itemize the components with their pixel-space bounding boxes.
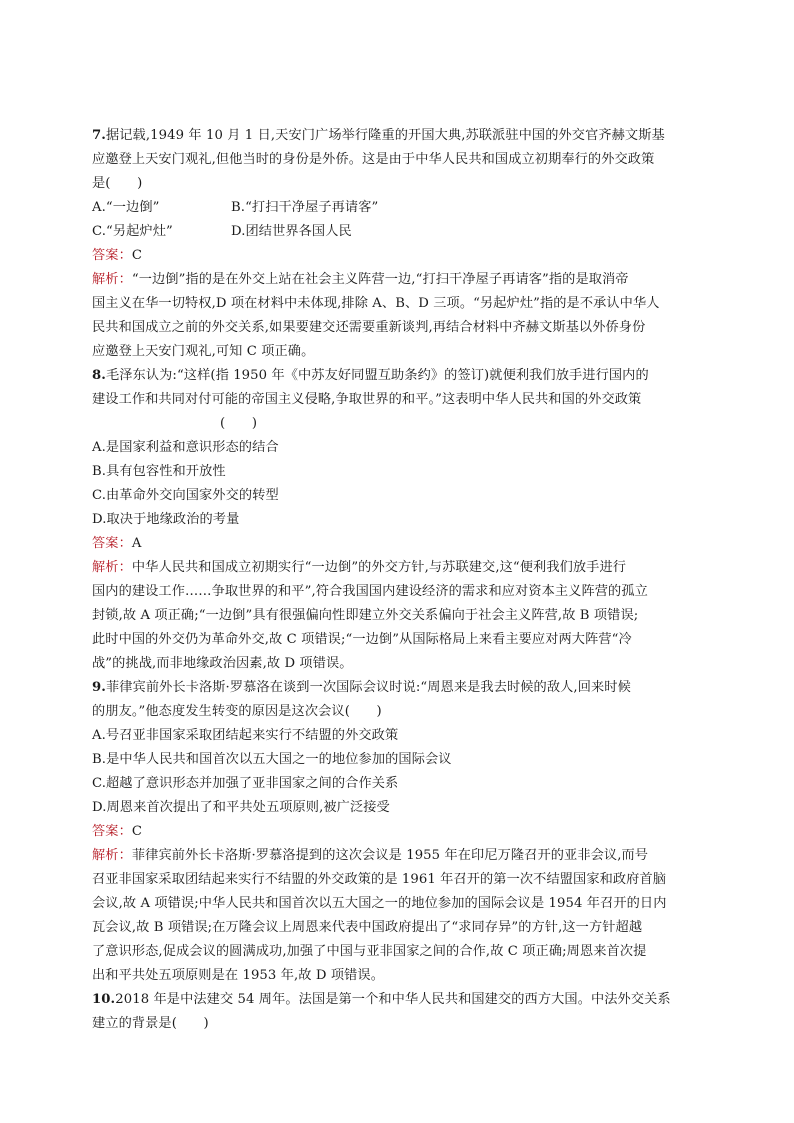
question-stem: 是( ) [92,176,143,191]
answer-label: 答案： [92,536,132,551]
explanation-text: 瓦会议,故 B 项错误;在万隆会议上周恩来代表中国政府提出了“求同存异”的方针,这一方针超越 [92,920,643,935]
question-9-line-1 [92,676,710,700]
question-10-line-1 [92,988,710,1012]
answer-value: C [131,248,143,263]
explanation-line [92,268,710,292]
explanation-text: 出和平共处五项原则是在 1953 年,故 D 项错误。 [92,968,384,983]
question-stem: 据记载,1949 年 10 月 1 日,天安门广场举行隆重的开国大典,苏联派驻中国的外交官齐赫文斯基 [105,128,665,143]
explanation-label: 解析： [92,848,132,863]
option-b: B.“打扫干净屋子再请客” [231,200,379,215]
question-number: 7. [92,128,106,143]
explanation-label: 解析： [92,272,132,287]
answer-label: 答案： [92,248,132,263]
explanation-text: 中华人民共和国成立初期实行“一边倒”的外交方针,与苏联建交,这“便利我们放手进行 [131,560,627,575]
answer-line [92,244,710,268]
answer-line [92,532,710,556]
explanation-label: 解析： [92,560,132,575]
option-a: A.号召亚非国家采取团结起来实行不结盟的外交政策 [92,728,399,743]
explanation-text: 了意识形态,促成会议的圆满成功,加强了中国与亚非国家之间的合作,故 C 项正确;周恩来首次提 [92,944,647,959]
question-stem: ( ) [220,416,258,431]
question-stem: 应邀登上天安门观礼,但他当时的身份是外侨。这是由于中华人民共和国成立初期奉行的外交政策 [92,152,655,167]
option-b: B.具有包容性和开放性 [92,464,226,479]
explanation-text: 会议,故 A 项错误;中华人民共和国首次以五大国之一的地位参加的国际会议是 1954 年召开的日内 [92,896,667,911]
question-stem: 毛泽东认为:“这样(指 1950 年《中苏友好同盟互助条约》的签订)就便利我们放手进行国内的 [105,368,649,383]
explanation-line [92,844,710,868]
question-8-line-1 [92,364,710,388]
explanation-text: 此时中国的外交仍为革命外交,故 C 项错误;“一边倒”从国际格局上来看主要应对两大阵营“冷 [92,632,632,647]
question-number: 9. [92,680,106,695]
explanation-text: 应邀登上天安门观礼,可知 C 项正确。 [92,344,315,359]
question-7-line-1 [92,124,710,148]
question-stem: 的朋友。”他态度发生转变的原因是这次会议( ) [92,704,382,719]
option-d: D.取决于地缘政治的考量 [92,512,240,527]
option-row [92,196,710,220]
option-a: A.“一边倒” [92,200,160,215]
answer-label: 答案： [92,824,132,839]
question-9 [92,676,710,988]
explanation-text: 国内的建设工作……争取世界的和平”,符合我国国内建设经济的需求和应对资本主义阵营的孤立 [92,584,648,599]
document-page [92,124,710,1036]
explanation-text: 菲律宾前外长卡洛斯·罗慕洛提到的这次会议是 1955 年在印尼万隆召开的亚非会议,而号 [131,848,649,863]
option-c: C.“另起炉灶” [92,224,173,239]
answer-value: A [131,536,142,551]
option-d: D.团结世界各国人民 [231,224,352,239]
explanation-text: 国主义在华一切特权,D 项在材料中未体现,排除 A、B、D 三项。“另起炉灶”指的是不承认中华人 [92,296,660,311]
explanation-text: 民共和国成立之前的外交关系,如果要建交还需要重新谈判,再结合材料中齐赫文斯基以外侨身份 [92,320,646,335]
explanation-line [92,556,710,580]
question-stem: 菲律宾前外长卡洛斯·罗慕洛在谈到一次国际会议时说:“周恩来是我去时候的敌人,回来时候 [105,680,631,695]
option-c: C.超越了意识形态并加强了亚非国家之间的合作关系 [92,776,399,791]
question-stem: 建设工作和共同对付可能的帝国主义侵略,争取世界的和平。”这表明中华人民共和国的外交政策 [92,392,642,407]
question-number: 10. [92,992,116,1007]
question-stem: 2018 年是中法建交 54 周年。法国是第一个和中华人民共和国建交的西方大国。中法外交关系 [115,992,671,1007]
explanation-text: “一边倒”指的是在外交上站在社会主义阵营一边,“打扫干净屋子再请客”指的是取消帝 [131,272,629,287]
question-10 [92,988,710,1036]
question-8 [92,364,710,676]
option-c: C.由革命外交向国家外交的转型 [92,488,279,503]
option-d: D.周恩来首次提出了和平共处五项原则,被广泛接受 [92,800,390,815]
question-7 [92,124,710,364]
option-a: A.是国家利益和意识形态的结合 [92,440,279,455]
question-number: 8. [92,368,106,383]
option-b: B.是中华人民共和国首次以五大国之一的地位参加的国际会议 [92,752,452,767]
question-stem: 建立的背景是( ) [92,1016,209,1031]
explanation-text: 封锁,故 A 项正确;“一边倒”具有很强偏向性即建立外交关系偏向于社会主义阵营,故 B 项错误; [92,608,639,623]
answer-line [92,820,710,844]
answer-value: C [131,824,143,839]
explanation-text: 战”的挑战,而非地缘政治因素,故 D 项错误。 [92,656,353,671]
explanation-text: 召亚非国家采取团结起来实行不结盟的外交政策的是 1961 年召开的第一次不结盟国家和政府首脑 [92,872,667,887]
option-row [92,220,710,244]
